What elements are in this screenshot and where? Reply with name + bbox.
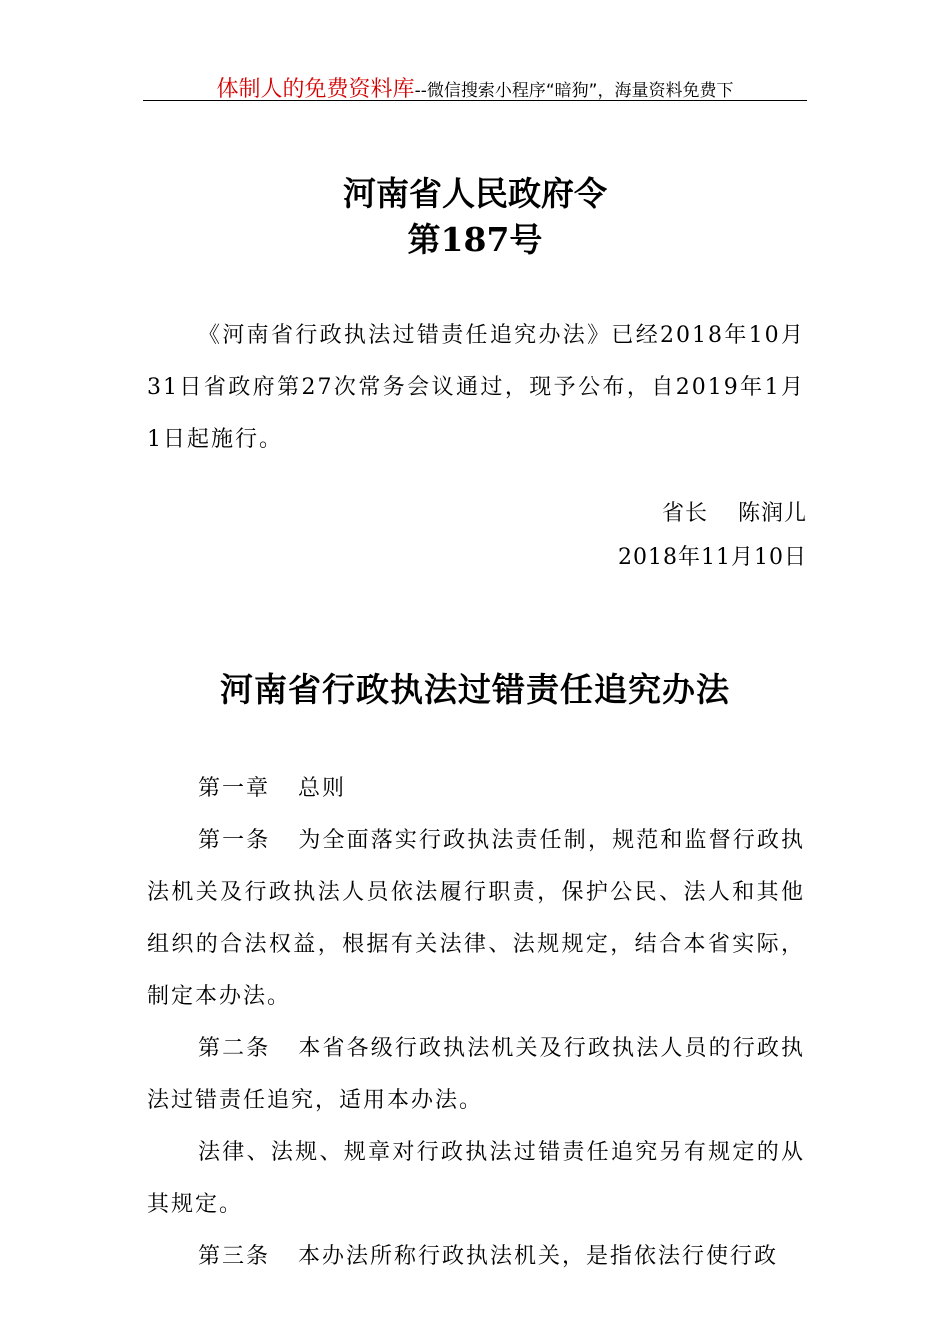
article-text: 为全面落实行政执法责任制，规范和监督行政执法机关及行政执法人员依法履行职责，保护公民、法人和其他组织的合法权益，根据有关法律、法规规定，结合本省实际，制定本办法。 (147, 828, 805, 1009)
article-2 (147, 1023, 805, 1127)
header-brand: 体制人的免费资料库 (216, 77, 415, 102)
article-label: 第三条 (198, 1244, 271, 1269)
article-label: 第一条 (198, 828, 271, 853)
law-title: 河南省行政执法过错责任追究办法 (220, 670, 730, 709)
article-text: 本办法所称行政执法机关，是指依法行使行政 (298, 1244, 779, 1269)
order-number: 第187号 (407, 220, 543, 259)
signature-date: 2018年11月10日 (618, 545, 807, 570)
law-body (147, 763, 805, 1283)
chapter-title: 总则 (298, 776, 347, 801)
page-header (143, 72, 807, 101)
signer-role: 省长 (661, 501, 708, 526)
article-3 (147, 1231, 805, 1283)
article-1 (147, 815, 805, 1023)
signer-name: 陈润儿 (737, 501, 807, 526)
chapter-heading (147, 763, 805, 815)
chapter-label: 第一章 (198, 776, 271, 801)
order-title: 河南省人民政府令 (343, 174, 607, 213)
article-text: 法律、法规、规章对行政执法过错责任追究另有规定的从其规定。 (147, 1140, 805, 1217)
article-text: 本省各级行政执法机关及行政执法人员的行政执法过错责任追究，适用本办法。 (147, 1036, 805, 1113)
signature-line (662, 494, 807, 534)
article-2-paragraph-2 (147, 1127, 805, 1231)
order-intro-paragraph: 《河南省行政执法过错责任追究办法》已经2018年10月31日省政府第27次常务会议通过，现予公布，自2019年1月1日起施行。 (147, 323, 805, 452)
header-promo: --微信搜索小程序“暗狗”，海量资料免费下 (414, 81, 734, 101)
article-label: 第二条 (198, 1036, 271, 1061)
